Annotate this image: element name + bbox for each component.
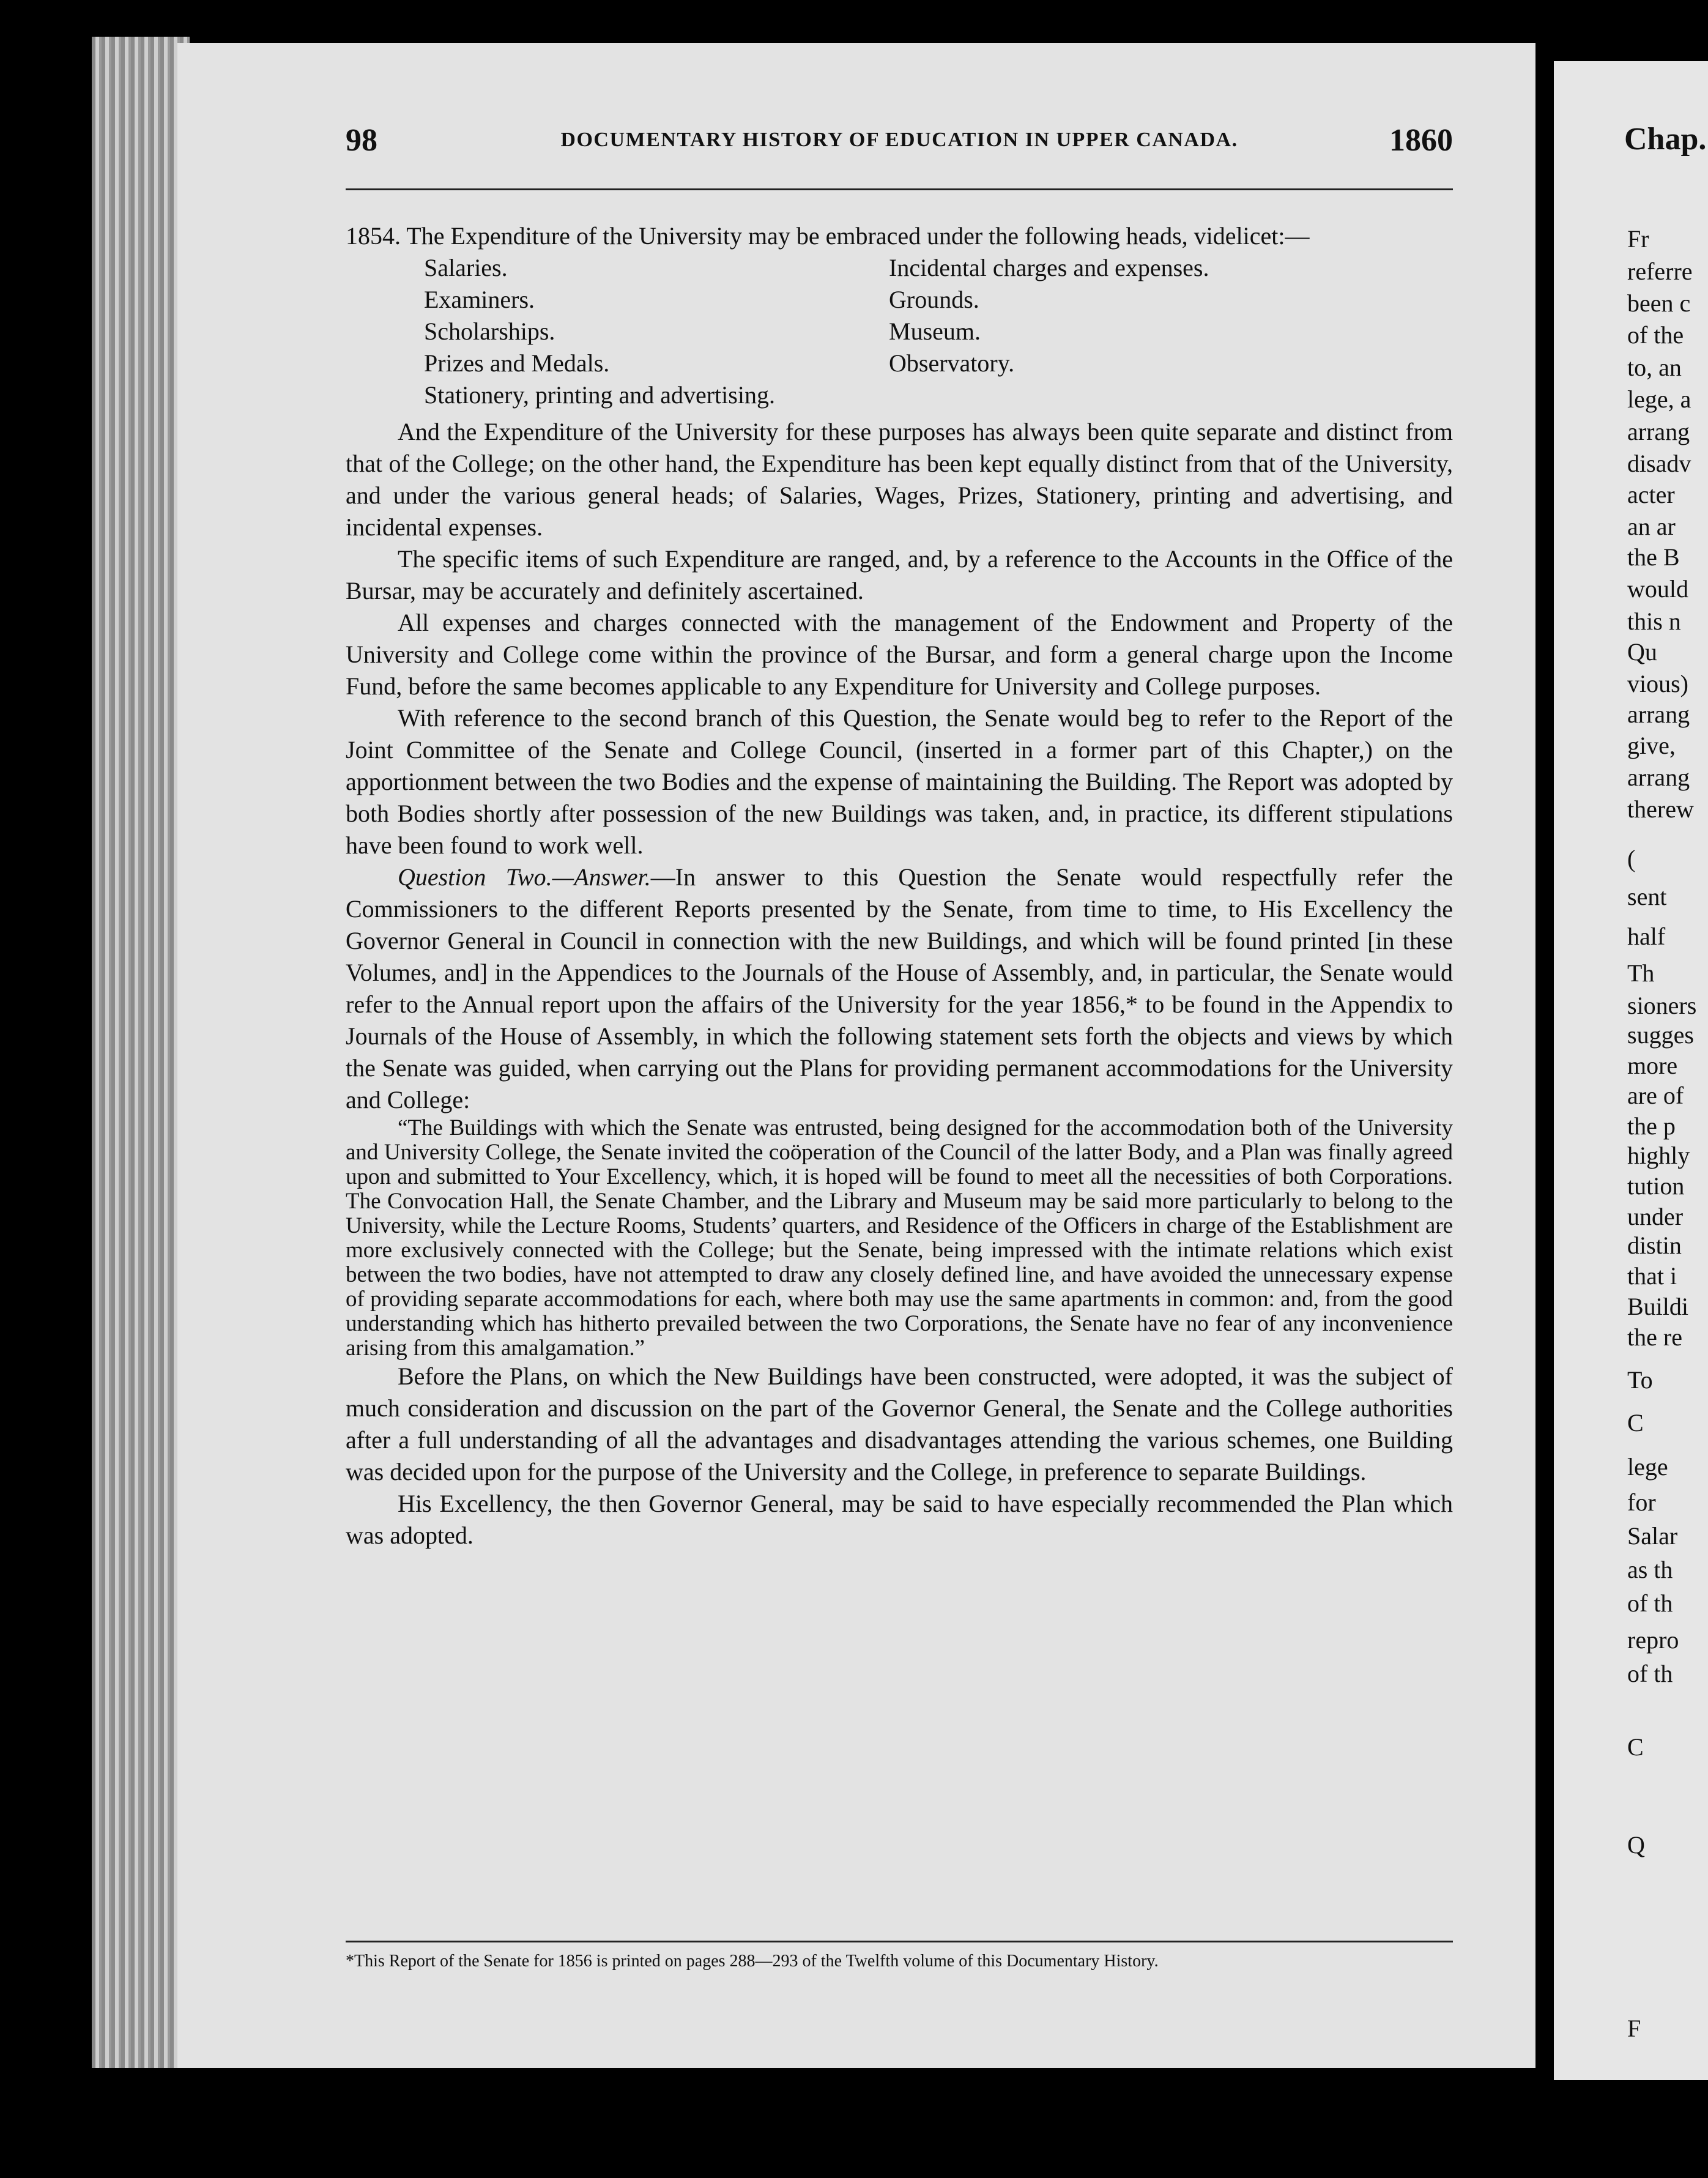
facing-page-line: C [1627, 1733, 1644, 1761]
facing-page-line: of the [1627, 321, 1684, 349]
facing-page-line: To [1627, 1366, 1653, 1394]
facing-page-line: the B [1627, 543, 1680, 571]
block-quote: “The Buildings with which the Senate was entrusted, being designed for the accommodation both of the University and University College, the Senate invited the coöperation of the Council of the latter Body, and a Plan was finally agreed upon and submitted to Your Excellency, which, it is hoped will be found to meet all the necessities of both Corporations. The Convocation Hall, the Senate Chamber, and the Library and Museum may be said more particularly to belong to the University, while the Lecture Rooms, Students’ quarters, and Residence of the Officers in charge of the Establishment are more exclusively connected with the College; but the Senate, being impressed with the intimate relations which exist between the two bodies, have not attempted to draw any closely defined line, and have avoided the unnecessary expense of providing separate accommodations for each, where both may use the same apartments in common: and, from the good understanding which has hitherto prevailed between the two Corporations, the Senate have no fear of any inconvenience arising from this amalgamation.” [346, 1115, 1453, 1361]
facing-page-line: disadv [1627, 450, 1691, 477]
facing-page-line: to, an [1627, 354, 1682, 381]
head-item: Museum. [889, 318, 981, 345]
facing-page-line: referre [1627, 258, 1693, 285]
facing-page-header: Chap. [1624, 122, 1707, 157]
facing-page-line: Q [1627, 1831, 1645, 1859]
facing-page-line: lege [1627, 1453, 1668, 1481]
facing-page-line: would [1627, 575, 1688, 603]
facing-page-line: sent [1627, 883, 1667, 910]
facing-page-line: sugges [1627, 1021, 1694, 1049]
paragraph: His Excellency, the then Governor General, may be said to have especially recommended the Plan which was adopted. [346, 1490, 1453, 1549]
facing-page-line: highly [1627, 1142, 1690, 1169]
header-rule [346, 188, 1453, 190]
facing-page-line: Th [1627, 959, 1655, 987]
head-item: Incidental charges and expenses. [889, 254, 1209, 281]
facing-page-line: the re [1627, 1323, 1682, 1351]
facing-page-line: ( [1627, 845, 1636, 872]
footnote: *This Report of the Senate for 1856 is printed on pages 288—293 of the Twelfth volume of this Documentary History. [346, 1952, 1159, 1971]
head-item: Stationery, printing and advertising. [424, 381, 775, 409]
head-item: Salaries. [424, 254, 508, 281]
head-item: Observatory. [889, 349, 1015, 377]
facing-page-line: that i [1627, 1262, 1677, 1290]
running-title: DOCUMENTARY HISTORY OF EDUCATION IN UPPER CANADA. [560, 128, 1238, 151]
facing-page-line: been c [1627, 289, 1691, 317]
running-header [346, 122, 1453, 165]
facing-page-line: this n [1627, 608, 1681, 635]
header-year: 1860 [1389, 123, 1453, 158]
facing-page-line: arrang [1627, 701, 1690, 728]
facing-page-line: acter [1627, 481, 1675, 508]
facing-page-line: Salar [1627, 1522, 1678, 1550]
facing-page-line: under [1627, 1203, 1684, 1230]
facing-page-line: as th [1627, 1556, 1673, 1583]
facing-page-line: Buildi [1627, 1293, 1689, 1320]
paragraph: With reference to the second branch of this Question, the Senate would beg to refer to the Report of the Joint Committee of the Senate and College Council, (inserted in a former part of this Chapter,) on the apportionment between the two Bodies and the expense of maintaining the Building. The Report was adopted by both Bodies shortly after possession of the new Buildings was taken, and, in practice, its different stipulations have been found to work well. [346, 704, 1453, 859]
main-text [346, 220, 1453, 1552]
facing-page-line: distin [1627, 1232, 1682, 1259]
facing-page-line: for [1627, 1489, 1656, 1516]
question-two-paragraph [346, 861, 1453, 1116]
facing-page-line: more [1627, 1052, 1678, 1079]
head-item: Examiners. [424, 286, 535, 313]
page-edges [92, 37, 190, 2068]
paragraph: All expenses and charges connected with the management of the Endowment and Property of the University and College come within the province of the Bursar, and form a general charge upon the Income Fund, before the same becomes applicable to any Expenditure for University and College purposes. [346, 609, 1453, 700]
facing-page-line: repro [1627, 1626, 1679, 1654]
question-two-text: —In answer to this Question the Senate would respectfully refer the Commissioners to the different Reports presented by the Senate, from time to time, to His Excellency the Governor General in Council in connection with the new Buildings, and which will be found printed [in these Volumes, and] in the Appendices to the Journals of the House of Assembly, and, in particular, the Senate would refer to the Annual report upon the affairs of the University for the year 1856,* to be found in the Appendix to Journals of the House of Assembly, in which the following statement sets forth the objects and views by which the Senate was guided, when carrying out the Plans for providing permanent accommodations for the University and College: [346, 863, 1453, 1113]
facing-page-line: of th [1627, 1660, 1673, 1687]
facing-page-line: tution [1627, 1172, 1685, 1200]
facing-page-line: arrang [1627, 418, 1690, 445]
facing-page-line: are of [1627, 1082, 1684, 1109]
head-item: Scholarships. [424, 318, 555, 345]
facing-page-line: F [1627, 2015, 1641, 2042]
facing-page-line: of th [1627, 1589, 1673, 1617]
paragraph: The specific items of such Expenditure are ranged, and, by a reference to the Accounts in the Office of the Bursar, may be accurately and definitely ascertained. [346, 545, 1453, 604]
facing-page-line: half [1627, 923, 1666, 950]
facing-page-line: lege, a [1627, 385, 1691, 413]
facing-page-line: Qu [1627, 638, 1657, 666]
facing-page-line: C [1627, 1409, 1644, 1437]
head-item: Grounds. [889, 286, 979, 313]
facing-page-line: Fr [1627, 225, 1649, 253]
question-two-label: Question Two.—Answer. [398, 863, 651, 891]
page-number: 98 [346, 123, 377, 158]
facing-page-line: the p [1627, 1112, 1676, 1140]
facing-page-line: therew [1627, 795, 1694, 823]
facing-page-line: sioners [1627, 992, 1697, 1019]
facing-page-line: vious) [1627, 670, 1688, 697]
facing-page-line: give, [1627, 732, 1676, 759]
paragraph: And the Expenditure of the University for these purposes has always been quite separate and distinct from that of the College; on the other hand, the Expenditure has been kept equally distinct from that of the University, and under the various general heads; of Salaries, Wages, Prizes, Stationery, printing and advertising, and incidental expenses. [346, 418, 1453, 541]
head-item: Prizes and Medals. [424, 349, 610, 377]
facing-page-line: arrang [1627, 764, 1690, 791]
footnote-rule [346, 1941, 1453, 1942]
expenditure-heads [424, 252, 1453, 411]
intro-paragraph: 1854. The Expenditure of the University may be embraced under the following heads, videlicet:— [346, 222, 1310, 250]
facing-page-line: an ar [1627, 513, 1676, 540]
paragraph: Before the Plans, on which the New Buildings have been constructed, were adopted, it was the subject of much consideration and discussion on the part of the Governor General, the Senate and the College authorities after a full understanding of all the advantages and disadvantages attending the various schemes, one Building was decided upon for the purpose of the University and the College, in preference to separate Buildings. [346, 1362, 1453, 1485]
